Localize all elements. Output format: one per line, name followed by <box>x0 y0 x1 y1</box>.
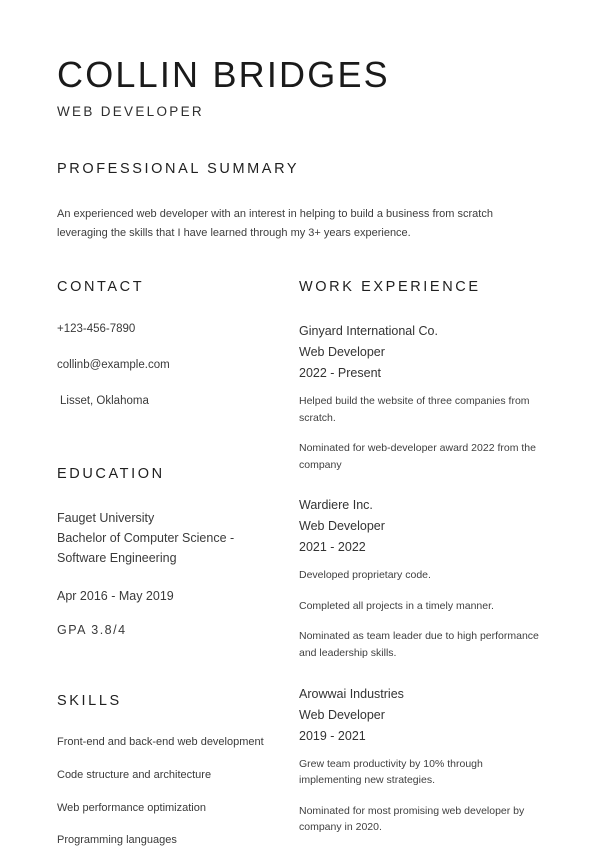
contact-location: Lisset, Oklahoma <box>60 394 149 407</box>
professional-summary-section <box>57 161 547 244</box>
education-section <box>57 466 287 637</box>
job-company: Arowwai Industries <box>299 686 404 701</box>
job-bullets <box>299 567 547 661</box>
list-item <box>299 495 547 661</box>
education-school: Fauget University <box>57 510 155 525</box>
professional-summary-text: An experienced web developer with an interest in helping to build a business from scratch leveraging the skills that I have learned through my 3+ years experience. <box>57 208 493 240</box>
job-dates: 2022 - Present <box>299 366 381 380</box>
candidate-name: COLLIN BRIDGES <box>57 54 390 95</box>
job-bullet: Developed proprietary code. <box>299 569 431 582</box>
education-heading: EDUCATION <box>57 465 165 482</box>
candidate-job-title: WEB DEVELOPER <box>57 104 204 120</box>
list-item: Programming languages <box>57 834 177 847</box>
left-column <box>57 279 287 866</box>
right-column <box>299 279 547 858</box>
list-item: Front-end and back-end web development <box>57 735 264 748</box>
job-bullet: Nominated for most promising web developer by company in 2020. <box>299 804 525 834</box>
job-title: Web Developer <box>299 519 385 534</box>
skills-list <box>57 735 287 848</box>
education-list <box>57 508 287 637</box>
education-gpa: GPA 3.8/4 <box>57 622 127 637</box>
education-degree-line-1: Bachelor of Computer Science - <box>57 531 235 546</box>
list-item <box>299 321 547 473</box>
education-degree-line-2: Software Engineering <box>57 551 177 566</box>
job-bullet: Nominated as team leader due to high performance and leadership skills. <box>299 630 539 660</box>
job-dates: 2021 - 2022 <box>299 540 366 555</box>
job-company: Ginyard International Co. <box>299 324 438 338</box>
list-item: Code structure and architecture <box>57 768 212 781</box>
contact-list <box>57 322 287 409</box>
professional-summary-heading: PROFESSIONAL SUMMARY <box>57 161 300 177</box>
contact-section <box>57 279 287 409</box>
skills-heading: SKILLS <box>57 692 122 709</box>
education-dates: Apr 2016 - May 2019 <box>57 588 174 603</box>
job-company: Wardiere Inc. <box>299 498 373 513</box>
list-item <box>299 684 547 836</box>
resume-header <box>57 55 547 119</box>
contact-email[interactable]: collinb@example.com <box>57 358 170 371</box>
job-bullet: Helped build the website of three companies from scratch. <box>299 395 530 424</box>
job-dates: 2019 - 2021 <box>299 728 366 743</box>
skills-section <box>57 693 287 848</box>
contact-heading: CONTACT <box>57 279 145 295</box>
job-bullet: Completed all projects in a timely manner. <box>299 599 494 612</box>
job-title: Web Developer <box>299 345 385 359</box>
job-title: Web Developer <box>299 707 385 722</box>
list-item: Web performance optimization <box>57 801 206 814</box>
contact-phone[interactable]: +123-456-7890 <box>57 323 136 335</box>
job-bullets <box>299 393 547 473</box>
work-experience-list <box>299 321 547 836</box>
job-bullet: Nominated for web-developer award 2022 from the company <box>299 442 536 471</box>
job-bullets <box>299 756 547 836</box>
job-bullet: Grew team productivity by 10% through implementing new strategies. <box>299 757 483 787</box>
work-experience-heading: WORK EXPERIENCE <box>299 279 481 295</box>
